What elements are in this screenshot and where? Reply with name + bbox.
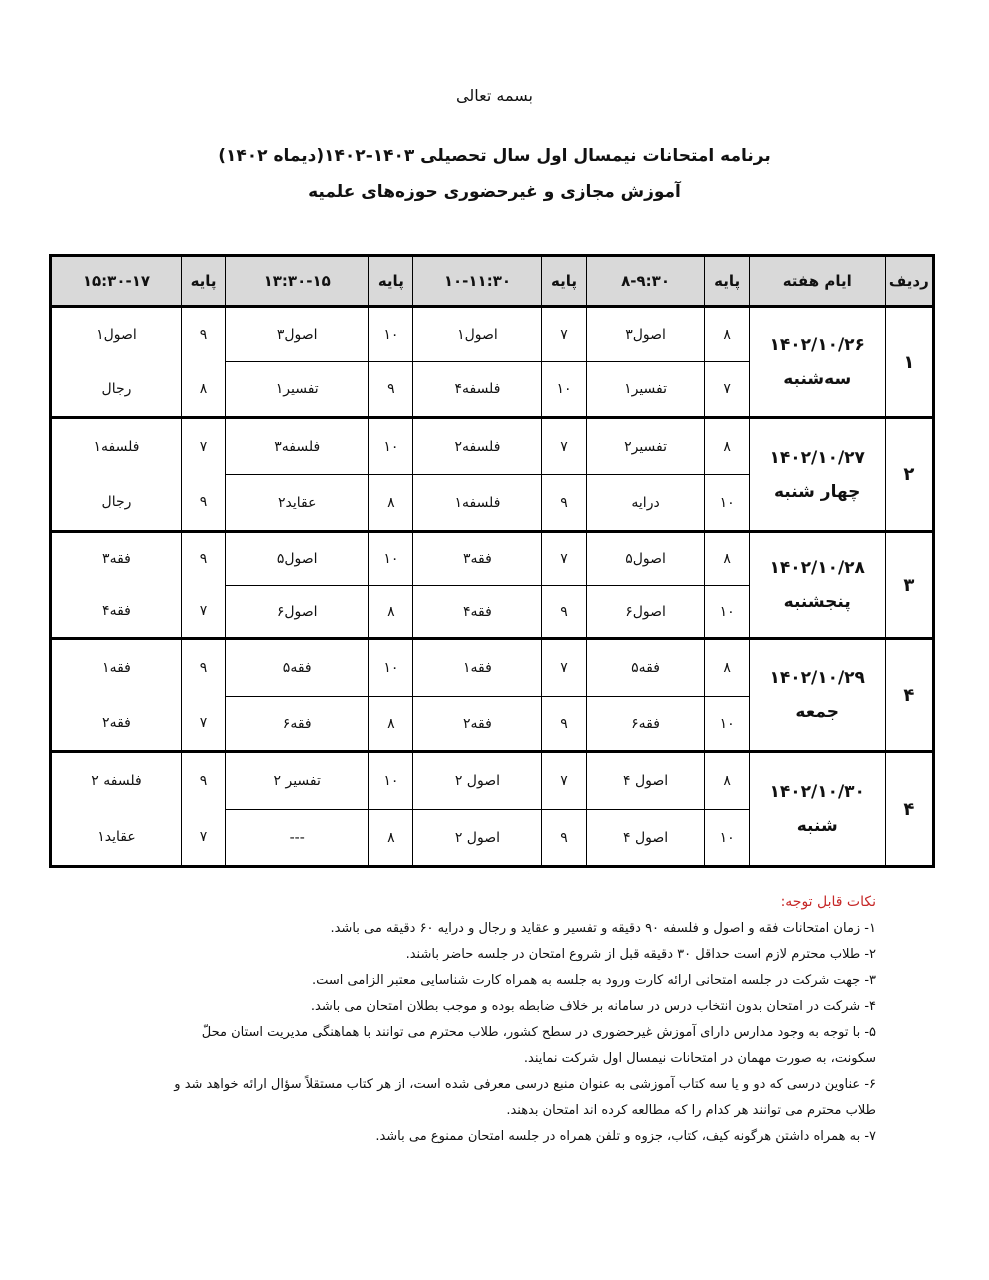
day-cell xyxy=(749,532,885,639)
weekday: سه‌شنبه xyxy=(783,369,852,389)
basmala: بسمه تعالی xyxy=(456,86,533,105)
course-cell: اصول ۴ xyxy=(586,810,705,867)
grade-cell: ۱۰ xyxy=(705,475,749,532)
exam-date: ۱۴۰۲/۱۰/۲۹ xyxy=(769,668,865,688)
grade-cell: ۷ xyxy=(542,752,586,810)
note-item: ۷- به همراه داشتن هرگونه کیف، کتاب، جزوه و تلفن همراه در جلسه امتحان ممنوع می باشد. xyxy=(375,1129,876,1144)
grade-cell: ۹ xyxy=(181,752,225,810)
course-cell: اصول۳ xyxy=(226,307,369,362)
grade-cell: ۹ xyxy=(181,532,225,586)
grade-cell: ۸ xyxy=(369,697,413,752)
row-number: ۱ xyxy=(885,307,933,418)
header-grade: پایه xyxy=(705,256,749,307)
grade-cell: ۱۰ xyxy=(369,418,413,475)
header-slot-3: ۱۳:۳۰-۱۵ xyxy=(226,256,369,307)
grade-cell: ۹ xyxy=(181,307,225,362)
course-cell: فقه۴ xyxy=(51,586,182,639)
course-cell: فلسفه۱ xyxy=(413,475,542,532)
course-cell: رجال xyxy=(51,362,182,418)
course-cell: فقه۲ xyxy=(51,697,182,752)
schedule-body xyxy=(51,307,934,867)
grade-cell: ۸ xyxy=(705,532,749,586)
day-cell xyxy=(749,752,885,867)
note-item: ۲- طلاب محترم لازم است حداقل ۳۰ دقیقه قبل از شروع امتحان در جلسه حاضر باشند. xyxy=(405,947,876,962)
note-item: ۶- عناوین درسی که دو و یا سه کتاب آموزشی به عنوان منبع درسی معرفی شده است، از هر کتاب مستقلاً سؤال ارائه خواهد شد و طلاب محترم می توانند هر کدام را که مطالعه کرده اند امتحان بدهند. xyxy=(174,1077,876,1118)
grade-cell: ۷ xyxy=(705,362,749,418)
note-item: ۴- شرکت در امتحان بدون انتخاب درس در سامانه بر خلاف ضابطه بوده و موجب بطلان امتحان می باشد. xyxy=(310,999,876,1014)
course-cell: فقه۵ xyxy=(586,639,705,697)
course-cell: تفسیر۱ xyxy=(226,362,369,418)
course-cell: اصول ۴ xyxy=(586,752,705,810)
header-slot-4: ۱۵:۳۰-۱۷ xyxy=(51,256,182,307)
grade-cell: ۷ xyxy=(181,586,225,639)
course-cell: اصول۳ xyxy=(586,307,705,362)
notes-section xyxy=(160,894,876,1150)
exam-schedule-table xyxy=(49,254,935,868)
grade-cell: ۸ xyxy=(705,752,749,810)
grade-cell: ۱۰ xyxy=(705,810,749,867)
grade-cell: ۷ xyxy=(542,532,586,586)
schedule-row xyxy=(51,532,934,586)
course-cell: اصول۵ xyxy=(586,532,705,586)
course-cell: تفسیر۲ xyxy=(586,418,705,475)
grade-cell: ۸ xyxy=(181,362,225,418)
grade-cell: ۸ xyxy=(705,639,749,697)
grade-cell: ۸ xyxy=(369,475,413,532)
grade-cell: ۹ xyxy=(181,475,225,532)
course-cell: تفسیر۱ xyxy=(586,362,705,418)
row-number: ۴ xyxy=(885,752,933,867)
document-title: برنامه امتحانات نیمسال اول سال تحصیلی ۱۴۰۳-۱۴۰۲(دیماه ۱۴۰۲) xyxy=(218,146,771,166)
course-cell: اصول۱ xyxy=(413,307,542,362)
weekday: پنجشنبه xyxy=(783,592,851,612)
course-cell: فقه۶ xyxy=(586,697,705,752)
grade-cell: ۹ xyxy=(542,697,586,752)
course-cell: فلسفه۴ xyxy=(413,362,542,418)
grade-cell: ۸ xyxy=(705,418,749,475)
header-row xyxy=(51,256,934,307)
grade-cell: ۹ xyxy=(181,639,225,697)
document-subtitle: آموزش مجازی و غیرحضوری حوزه‌های علمیه xyxy=(308,182,681,202)
exam-date: ۱۴۰۲/۱۰/۳۰ xyxy=(769,782,865,802)
course-cell: تفسیر ۲ xyxy=(226,752,369,810)
course-cell: اصول ۲ xyxy=(413,752,542,810)
grade-cell: ۱۰ xyxy=(705,586,749,639)
grade-cell: ۱۰ xyxy=(542,362,586,418)
course-cell: اصول۶ xyxy=(586,586,705,639)
header-row-number: ردیف xyxy=(885,256,933,307)
day-cell xyxy=(749,418,885,532)
grade-cell: ۱۰ xyxy=(369,307,413,362)
course-cell: فلسفه۳ xyxy=(226,418,369,475)
grade-cell: ۹ xyxy=(542,586,586,639)
grade-cell: ۱۰ xyxy=(705,697,749,752)
course-cell: اصول۱ xyxy=(51,307,182,362)
exam-date: ۱۴۰۲/۱۰/۲۸ xyxy=(769,558,865,578)
day-cell xyxy=(749,639,885,752)
course-cell: فقه۳ xyxy=(51,532,182,586)
course-cell: فقه۱ xyxy=(51,639,182,697)
weekday: جمعه xyxy=(795,702,839,722)
header-slot-2: ۱۰-۱۱:۳۰ xyxy=(413,256,542,307)
note-item: ۵- با توجه به وجود مدارس دارای آموزش غیرحضوری در سطح کشور، طلاب محترم می توانند با هماهنگی مدیریت استان محلّ سکونت، به صورت مهمان در امتحانات نیمسال اول شرکت نمایند. xyxy=(201,1025,876,1066)
grade-cell: ۷ xyxy=(542,418,586,475)
grade-cell: ۹ xyxy=(542,810,586,867)
course-cell: رجال xyxy=(51,475,182,532)
course-cell: فقه۱ xyxy=(413,639,542,697)
grade-cell: ۱۰ xyxy=(369,639,413,697)
course-cell: درایه xyxy=(586,475,705,532)
notes-title: نکات قابل توجه: xyxy=(780,894,876,910)
course-cell: --- xyxy=(226,810,369,867)
course-cell: فقه۳ xyxy=(413,532,542,586)
header-slot-1: ۸-۹:۳۰ xyxy=(586,256,705,307)
weekday: شنبه xyxy=(796,816,838,836)
course-cell: فقه۶ xyxy=(226,697,369,752)
exam-date: ۱۴۰۲/۱۰/۲۷ xyxy=(769,447,865,468)
grade-cell: ۷ xyxy=(542,639,586,697)
course-cell: اصول۶ xyxy=(226,586,369,639)
schedule-row xyxy=(51,418,934,475)
course-cell: فلسفه۱ xyxy=(51,418,182,475)
grade-cell: ۸ xyxy=(705,307,749,362)
grade-cell: ۸ xyxy=(369,810,413,867)
grade-cell: ۸ xyxy=(369,586,413,639)
course-cell: عقاید۲ xyxy=(226,475,369,532)
grade-cell: ۹ xyxy=(369,362,413,418)
grade-cell: ۷ xyxy=(181,697,225,752)
note-item: ۳- جهت شرکت در جلسه امتحانی ارائه کارت ورود به جلسه به همراه کارت شناسایی معتبر الزامی است. xyxy=(311,973,876,988)
course-cell: فلسفه ۲ xyxy=(51,752,182,810)
course-cell: اصول ۲ xyxy=(413,810,542,867)
exam-date: ۱۴۰۲/۱۰/۲۶ xyxy=(769,335,865,355)
header-grade: پایه xyxy=(181,256,225,307)
course-cell: فقه۲ xyxy=(413,697,542,752)
note-item: ۱- زمان امتحانات فقه و اصول و فلسفه ۹۰ دقیقه و تفسیر و عقاید و رجال و درایه ۶۰ دقیقه می باشد. xyxy=(330,921,876,936)
row-number: ۲ xyxy=(885,418,933,532)
schedule-row xyxy=(51,752,934,810)
schedule-row xyxy=(51,307,934,362)
schedule-row xyxy=(51,639,934,697)
grade-cell: ۷ xyxy=(181,810,225,867)
grade-cell: ۹ xyxy=(542,475,586,532)
course-cell: عقاید۱ xyxy=(51,810,182,867)
course-cell: اصول۵ xyxy=(226,532,369,586)
day-cell xyxy=(749,307,885,418)
grade-cell: ۱۰ xyxy=(369,532,413,586)
header-grade: پایه xyxy=(369,256,413,307)
course-cell: فقه۴ xyxy=(413,586,542,639)
header-grade: پایه xyxy=(542,256,586,307)
grade-cell: ۷ xyxy=(181,418,225,475)
weekday: چهار شنبه xyxy=(773,481,861,502)
row-number: ۳ xyxy=(885,532,933,639)
grade-cell: ۷ xyxy=(542,307,586,362)
grade-cell: ۱۰ xyxy=(369,752,413,810)
course-cell: فقه۵ xyxy=(226,639,369,697)
row-number: ۴ xyxy=(885,639,933,752)
header-weekday: ایام هفته xyxy=(749,256,885,307)
course-cell: فلسفه۲ xyxy=(413,418,542,475)
